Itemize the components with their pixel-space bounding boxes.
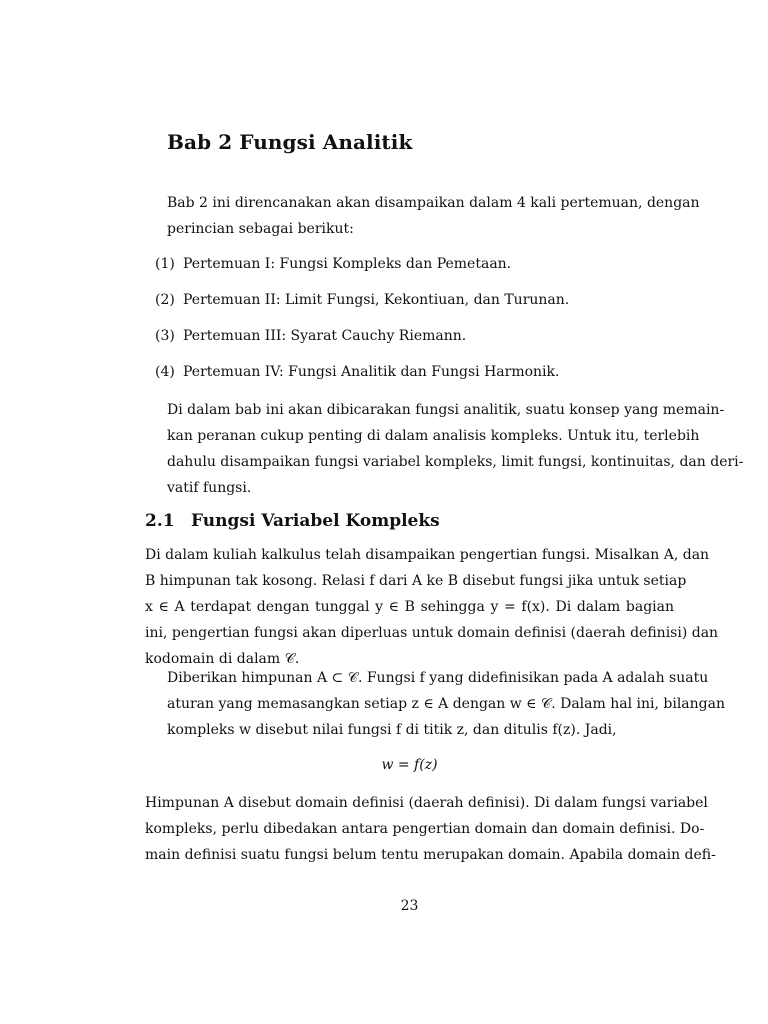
list-item-number: (3) [155, 328, 175, 344]
text-line: Diberikan himpunan A ⊂ 𝒞. Fungsi f yang didefinisikan pada A adalah suatu [167, 670, 709, 686]
text-line: aturan yang memasangkan setiap z ∈ A dengan w ∈ 𝒞. Dalam hal ini, bilangan [167, 696, 725, 712]
list-item [145, 362, 674, 398]
text-line: kan peranan cukup penting di dalam analisis kompleks. Untuk itu, terlebih [167, 428, 700, 444]
function-definition-paragraph [145, 542, 719, 672]
list-item-number: (4) [155, 364, 175, 380]
domain-paragraph [145, 790, 716, 868]
complex-function-paragraph [145, 665, 725, 743]
meeting-list [145, 254, 674, 398]
list-item-number: (2) [155, 292, 175, 308]
text-line: dahulu disampaikan fungsi variabel kompleks, limit fungsi, kontinuitas, dan deri- [167, 454, 744, 470]
document-page [145, 0, 744, 1024]
list-item-text: Pertemuan IV: Fungsi Analitik dan Fungsi Harmonik. [183, 364, 560, 380]
list-item-number: (1) [155, 256, 175, 272]
overview-paragraph [145, 397, 744, 501]
list-item [145, 254, 674, 290]
intro-paragraph [145, 190, 700, 242]
chapter-title: Bab 2 Fungsi Analitik [167, 130, 413, 154]
list-item [145, 290, 674, 326]
section-title: Fungsi Variabel Kompleks [191, 511, 440, 531]
list-item-text: Pertemuan III: Syarat Cauchy Riemann. [183, 328, 467, 344]
text-line: kodomain di dalam 𝒞. [145, 651, 300, 667]
section-heading [145, 511, 440, 531]
text-line: Himpunan A disebut domain definisi (daerah definisi). Di dalam fungsi variabel [145, 795, 708, 811]
text-line: main definisi suatu fungsi belum tentu merupakan domain. Apabila domain defi- [145, 847, 716, 863]
section-number: 2.1 [145, 511, 175, 531]
page-number: 23 [400, 898, 419, 914]
text-line: kompleks, perlu dibedakan antara pengertian domain dan domain definisi. Do- [145, 821, 705, 837]
text-line: Bab 2 ini direncanakan akan disampaikan dalam 4 kali pertemuan, dengan [167, 195, 700, 211]
list-item [145, 326, 674, 362]
text-line: x ∈ A terdapat dengan tunggal y ∈ B sehingga y = f(x). Di dalam bagian [145, 599, 674, 615]
text-line: ini, pengertian fungsi akan diperluas untuk domain definisi (daerah definisi) dan [145, 625, 719, 641]
text-line: Di dalam kuliah kalkulus telah disampaikan pengertian fungsi. Misalkan A, dan [145, 547, 710, 563]
equation: w = f(z) [381, 757, 438, 773]
list-item-text: Pertemuan II: Limit Fungsi, Kekontiuan, dan Turunan. [183, 292, 570, 308]
list-item-text: Pertemuan I: Fungsi Kompleks dan Pemetaan. [183, 256, 512, 272]
text-line: B himpunan tak kosong. Relasi f dari A ke B disebut fungsi jika untuk setiap [145, 573, 687, 589]
text-line: kompleks w disebut nilai fungsi f di titik z, dan ditulis f(z). Jadi, [167, 722, 617, 738]
text-line: vatif fungsi. [167, 480, 252, 496]
text-line: Di dalam bab ini akan dibicarakan fungsi analitik, suatu konsep yang memain- [167, 402, 725, 418]
text-line: perincian sebagai berikut: [167, 221, 354, 237]
